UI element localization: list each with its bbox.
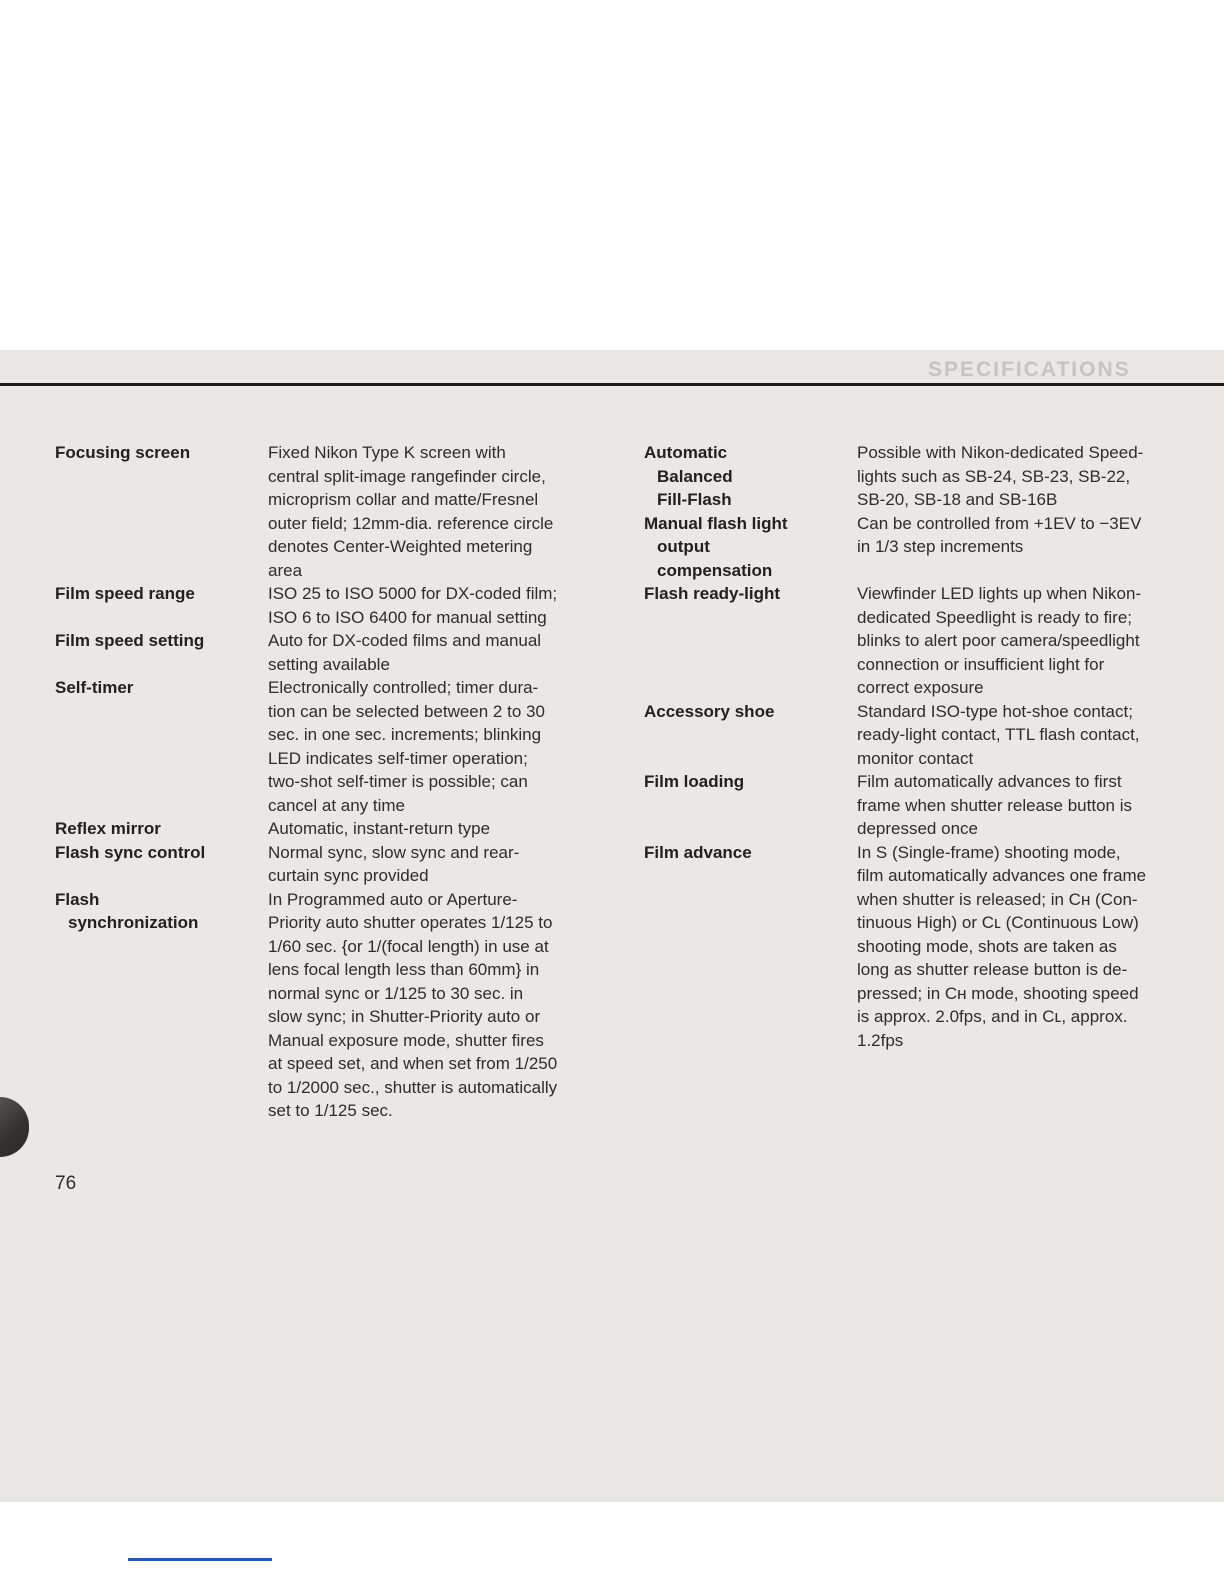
spec-definition-line: monitor contact [857, 748, 974, 768]
spec-term [644, 441, 857, 512]
spec-row [644, 441, 1200, 512]
spec-definition-line: dedicated Speedlight is ready to fire; [857, 607, 1133, 627]
spec-term [644, 770, 857, 794]
spec-term-line: Reflex mirror [55, 819, 161, 838]
spec-row [644, 770, 1200, 841]
spec-definition [857, 770, 1200, 841]
spec-definition-line: Possible with Nikon-dedicated Speed- [857, 443, 1144, 462]
spec-definition-line: 1.2fps [857, 1030, 904, 1050]
spec-definition-line: outer field; 12mm-dia. reference circle [268, 513, 554, 533]
spec-term-line: Focusing screen [55, 443, 191, 462]
spec-definition-line: Normal sync, slow sync and rear- [268, 842, 520, 862]
spec-term-line: Film speed range [55, 584, 195, 603]
specifications-columns [55, 441, 1200, 1123]
spec-definition-line: Automatic, instant-return type [268, 819, 491, 838]
spec-definition-line: at speed set, and when set from 1/250 [268, 1054, 558, 1073]
spec-definition-line: frame when shutter release button is [857, 795, 1132, 815]
spec-definition [268, 441, 627, 582]
spec-definition-line: In S (Single-frame) shooting mode, [857, 842, 1121, 862]
spec-definition-line: long as shutter release button is de- [857, 960, 1128, 979]
spec-definition-line: curtain sync provided [268, 866, 429, 885]
spec-definition-line: microprism collar and matte/Fresnel [268, 490, 539, 509]
spec-row [644, 841, 1200, 1053]
spec-term-line: output [657, 537, 710, 556]
spec-term-line: Flash [55, 889, 100, 909]
spec-definition [857, 841, 1200, 1053]
spec-row [644, 582, 1200, 700]
spec-term [644, 841, 857, 865]
spec-definition [857, 700, 1200, 771]
spec-row [55, 888, 627, 1123]
spec-term [55, 629, 268, 653]
spec-row [55, 441, 627, 582]
spec-definition-line: denotes Center-Weighted metering [268, 537, 533, 556]
spec-definition-line: tinuous High) or Cʟ (Continuous Low) [857, 913, 1139, 932]
spec-row [55, 629, 627, 676]
spec-definition-line: Auto for DX-coded films and manual [268, 631, 542, 650]
spec-definition-line: two-shot self-timer is possible; can [268, 772, 528, 791]
spec-term [55, 888, 268, 935]
spec-definition [268, 841, 627, 888]
spec-definition-line: ISO 6 to ISO 6400 for manual setting [268, 607, 547, 627]
spec-definition-line: to 1/2000 sec., shutter is automatically [268, 1077, 558, 1097]
spec-definition-line: area [268, 560, 303, 580]
spec-definition [857, 582, 1200, 700]
spec-term [55, 441, 268, 465]
spec-definition-line: In Programmed auto or Aperture- [268, 889, 518, 909]
spec-definition-line: connection or insufficient light for [857, 654, 1105, 674]
spec-definition-line: Film automatically advances to first [857, 772, 1122, 791]
spec-term-line: Self-timer [55, 678, 134, 697]
spec-row [55, 817, 627, 841]
spec-definition [857, 512, 1200, 559]
spec-term-line: Film speed setting [55, 631, 205, 650]
spec-definition-line: normal sync or 1/125 to 30 sec. in [268, 983, 524, 1003]
spec-definition-line: ISO 25 to ISO 5000 for DX-coded film; [268, 584, 558, 603]
spec-row [55, 582, 627, 629]
spec-definition-line: SB-20, SB-18 and SB-16B [857, 490, 1058, 509]
scanned-manual-page [0, 350, 1224, 1502]
spec-term [55, 817, 268, 841]
spec-definition-line: ready-light contact, TTL flash contact, [857, 725, 1140, 744]
spec-row [644, 700, 1200, 771]
spec-term-line: Flash ready-light [644, 584, 781, 603]
spec-definition [857, 441, 1200, 512]
spec-definition-line: Priority auto shutter operates 1/125 to [268, 913, 553, 932]
spec-definition-line: lens focal length less than 60mm} in [268, 960, 540, 979]
spec-term-line: synchronization [68, 913, 199, 932]
spec-term-line: Flash sync control [55, 842, 206, 862]
spec-definition-line: pressed; in Cʜ mode, shooting speed [857, 983, 1139, 1003]
page-number: 76 [55, 1173, 77, 1194]
spec-term [55, 676, 268, 700]
spec-column-right [644, 441, 1200, 1123]
spec-definition [268, 629, 627, 676]
spec-definition-line: Can be controlled from +1EV to −3EV [857, 513, 1142, 533]
spec-term-line: Automatic [644, 443, 728, 462]
spec-term [644, 582, 857, 606]
spec-definition-line: Manual exposure mode, shutter fires [268, 1030, 544, 1050]
spec-definition [268, 817, 627, 841]
spec-row [55, 841, 627, 888]
spec-definition-line: 1/60 sec. {or 1/(focal length) in use at [268, 936, 549, 956]
spec-row [55, 676, 627, 817]
spec-definition-line: LED indicates self-timer operation; [268, 748, 528, 768]
spec-term [644, 512, 857, 583]
header-rule [0, 383, 1224, 386]
spec-term-line: compensation [657, 560, 773, 580]
spec-definition-line: depressed once [857, 819, 978, 838]
spec-definition-line: Electronically controlled; timer dura- [268, 678, 539, 697]
spec-definition-line: correct exposure [857, 678, 984, 697]
spec-definition-line: Viewfinder LED lights up when Nikon- [857, 584, 1142, 603]
spec-term [55, 582, 268, 606]
spec-term-line: Film advance [644, 842, 752, 862]
bottom-blue-mark [128, 1558, 272, 1561]
spec-term [55, 841, 268, 865]
spec-definition-line: when shutter is released; in Cʜ (Con- [857, 889, 1138, 909]
spec-definition-line: is approx. 2.0fps, and in Cʟ, approx. [857, 1007, 1128, 1026]
spec-definition-line: film automatically advances one frame [857, 866, 1147, 885]
spec-definition-line: lights such as SB-24, SB-23, SB-22, [857, 466, 1131, 486]
spec-term-line: Balanced [657, 466, 733, 486]
spec-definition [268, 676, 627, 817]
spec-definition [268, 582, 627, 629]
spec-term-line: Accessory shoe [644, 701, 775, 721]
spec-definition-line: Standard ISO-type hot-shoe contact; [857, 701, 1133, 721]
spec-definition-line: Fixed Nikon Type K screen with [268, 443, 506, 462]
spec-definition-line: set to 1/125 sec. [268, 1101, 393, 1120]
spec-definition-line: central split-image rangefinder circle, [268, 466, 546, 486]
ghost-section-header: SPECIFICATIONS [928, 358, 1131, 381]
spec-row [644, 512, 1200, 583]
spec-term [644, 700, 857, 724]
spec-definition-line: in 1/3 step increments [857, 537, 1024, 556]
spec-term-line: Film loading [644, 772, 745, 791]
spec-definition-line: slow sync; in Shutter-Priority auto or [268, 1007, 541, 1026]
spec-definition-line: shooting mode, shots are taken as [857, 936, 1117, 956]
spec-definition-line: cancel at any time [268, 795, 406, 815]
spec-definition-line: sec. in one sec. increments; blinking [268, 725, 542, 744]
spec-term-line: Fill-Flash [657, 490, 732, 509]
thumb-index-tab [0, 1097, 29, 1157]
spec-definition [268, 888, 627, 1123]
spec-definition-line: tion can be selected between 2 to 30 [268, 701, 545, 721]
spec-column-left [55, 441, 627, 1123]
spec-definition-line: setting available [268, 654, 390, 674]
spec-definition-line: blinks to alert poor camera/speedlight [857, 631, 1140, 650]
spec-term-line: Manual flash light [644, 513, 788, 533]
